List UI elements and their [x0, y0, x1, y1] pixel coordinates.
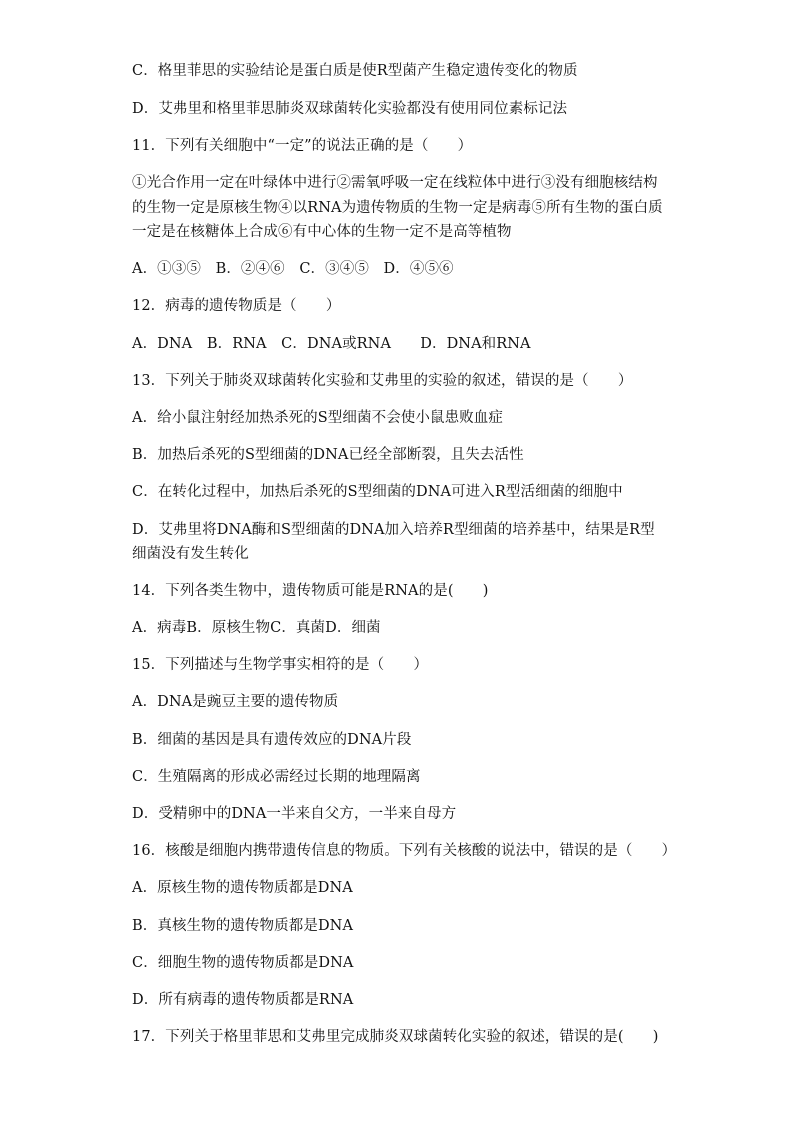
option-d-q16: D．所有病毒的遗传物质都是RNA	[132, 992, 354, 1008]
option-d-q13-line-1: D．艾弗里将DNA酶和S型细菌的DNA加入培养R型细菌的培养基中，结果是R型	[132, 522, 655, 538]
question-17: 17．下列关于格里菲思和艾弗里完成肺炎双球菌转化实验的叙述，错误的是( )	[132, 1029, 659, 1045]
question-11-statements-line-2: 的生物一定是原核生物④以RNA为遗传物质的生物一定是病毒⑤所有生物的蛋白质	[132, 200, 663, 216]
option-a-q13: A．给小鼠注射经加热杀死的S型细菌不会使小鼠患败血症	[132, 410, 504, 426]
option-c-q13: C．在转化过程中，加热后杀死的S型细菌的DNA可进入R型活细菌的细胞中	[132, 484, 623, 500]
question-14-options: A．病毒B．原核生物C．真菌D．细菌	[132, 620, 381, 636]
question-11-options: A．①③⑤ B．②④⑥ C．③④⑤ D．④⑤⑥	[132, 261, 454, 277]
option-b-q15: B．细菌的基因是具有遗传效应的DNA片段	[132, 732, 412, 748]
option-a-q15: A．DNA是豌豆主要的遗传物质	[132, 694, 339, 710]
question-11-statements-line-3: 一定是在核糖体上合成⑥有中心体的生物一定不是高等植物	[132, 224, 512, 240]
option-b-q13: B．加热后杀死的S型细菌的DNA已经全部断裂，且失去活性	[132, 447, 524, 463]
option-b-q16: B．真核生物的遗传物质都是DNA	[132, 918, 354, 934]
question-14: 14．下列各类生物中，遗传物质可能是RNA的是( )	[132, 583, 489, 599]
question-11: 11．下列有关细胞中“一定”的说法正确的是（ ）	[132, 138, 473, 154]
option-d-q10: D．艾弗里和格里菲思肺炎双球菌转化实验都没有使用同位素标记法	[132, 101, 568, 117]
question-15: 15．下列描述与生物学事实相符的是（ ）	[132, 657, 429, 673]
option-c-q16: C．细胞生物的遗传物质都是DNA	[132, 955, 354, 971]
question-12-options: A．DNA B．RNA C．DNA或RNA D．DNA和RNA	[132, 336, 531, 352]
option-d-q15: D．受精卵中的DNA一半来自父方，一半来自母方	[132, 806, 457, 822]
question-12: 12．病毒的遗传物质是（ ）	[132, 298, 341, 314]
question-11-statements-line-1: ①光合作用一定在叶绿体中进行②需氧呼吸一定在线粒体中进行③没有细胞核结构	[132, 175, 658, 191]
question-13: 13．下列关于肺炎双球菌转化实验和艾弗里的实验的叙述，错误的是（ ）	[132, 373, 633, 389]
option-d-q13-line-2: 细菌没有发生转化	[132, 546, 249, 562]
option-c-q15: C．生殖隔离的形成必需经过长期的地理隔离	[132, 769, 421, 785]
question-16: 16．核酸是细胞内携带遗传信息的物质。下列有关核酸的说法中，错误的是（ ）	[132, 843, 677, 859]
option-c-q10: C．格里菲思的实验结论是蛋白质是使R型菌产生稳定遗传变化的物质	[132, 63, 578, 79]
option-a-q16: A．原核生物的遗传物质都是DNA	[132, 880, 353, 896]
